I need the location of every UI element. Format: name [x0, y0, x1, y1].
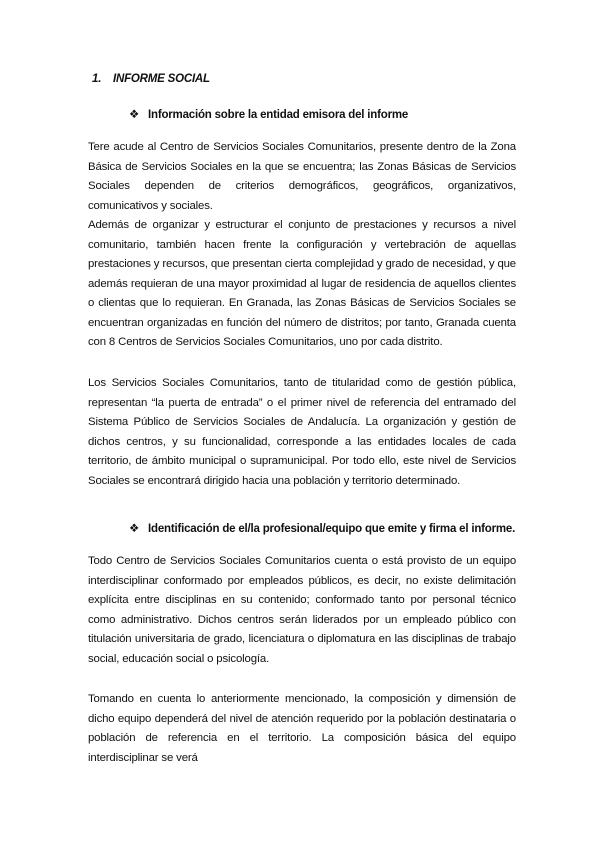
paragraph: Los Servicios Sociales Comunitarios, tanto de titularidad como de gestión pública, representan “la puerta de entrada” o el primer nivel de referencia del entramado del Sistema Público de Servicios Sociales de Andalucía. La organización y gestión de dichos centros, y su funcionalidad, corresponde a las entidades locales de cada territorio, de ámbito municipal o supramunicipal. Por todo ello, este nivel de Servicios Sociales se encontrará dirigido hacia una población y territorio determinado.: [88, 377, 516, 487]
section-title: INFORME SOCIAL: [113, 73, 210, 85]
paragraph: Todo Centro de Servicios Sociales Comunitarios cuenta o está provisto de un equipo interdisciplinar conformado por empleados públicos, es decir, no existe delimitación explícita entre disciplinas en su contenido; conformado tanto por personal técnico como administrativo. Dichos centros serán liderados por un empleado público con titulación universitaria de grado, licenciatura o diplomatura en las disciplinas de trabajo social, educación social o psicología.: [88, 555, 516, 665]
subsection-title: Información sobre la entidad emisora del informe: [148, 109, 409, 121]
paragraph: Tomando en cuenta lo anteriormente mencionado, la composición y dimensión de dicho equipo dependerá del nivel de atención requerido por la población destinataria o población de referencia en el territorio. La composición básica del equipo interdisciplinar se verá: [88, 693, 516, 764]
section-heading: [92, 73, 210, 85]
subsection-heading-entidad: [129, 107, 408, 121]
diamond-bullet-icon: ❖: [129, 523, 140, 535]
subsection-title: Identificación de el/la profesional/equipo que emite y firma el informe.: [148, 523, 516, 535]
diamond-bullet-icon: ❖: [129, 109, 140, 121]
subsection-heading-profesional: [129, 521, 515, 535]
paragraph: Además de organizar y estructurar el conjunto de prestaciones y recursos a nivel comunitario, también hacen frente la configuración y vertebración de aquellas prestaciones y recursos, que presentan cierta complejidad y grado de necesidad, y que además requieran de una mayor proximidad al lugar de residencia de aquellos clientes o clientas que lo requieran. En Granada, las Zonas Básicas de Servicios Sociales se encuentran organizadas en función del número de distritos; por tanto, Granada cuenta con 8 Centros de Servicios Sociales Comunitarios, uno por cada distrito.: [88, 219, 516, 348]
paragraph: Tere acude al Centro de Servicios Sociales Comunitarios, presente dentro de la Zona Básica de Servicios Sociales en la que se encuentra; las Zonas Básicas de Servicios Sociales dependen de criterios demográficos, geográficos, organizativos, comunicativos y sociales.: [88, 141, 516, 212]
section-number: 1.: [92, 73, 102, 85]
